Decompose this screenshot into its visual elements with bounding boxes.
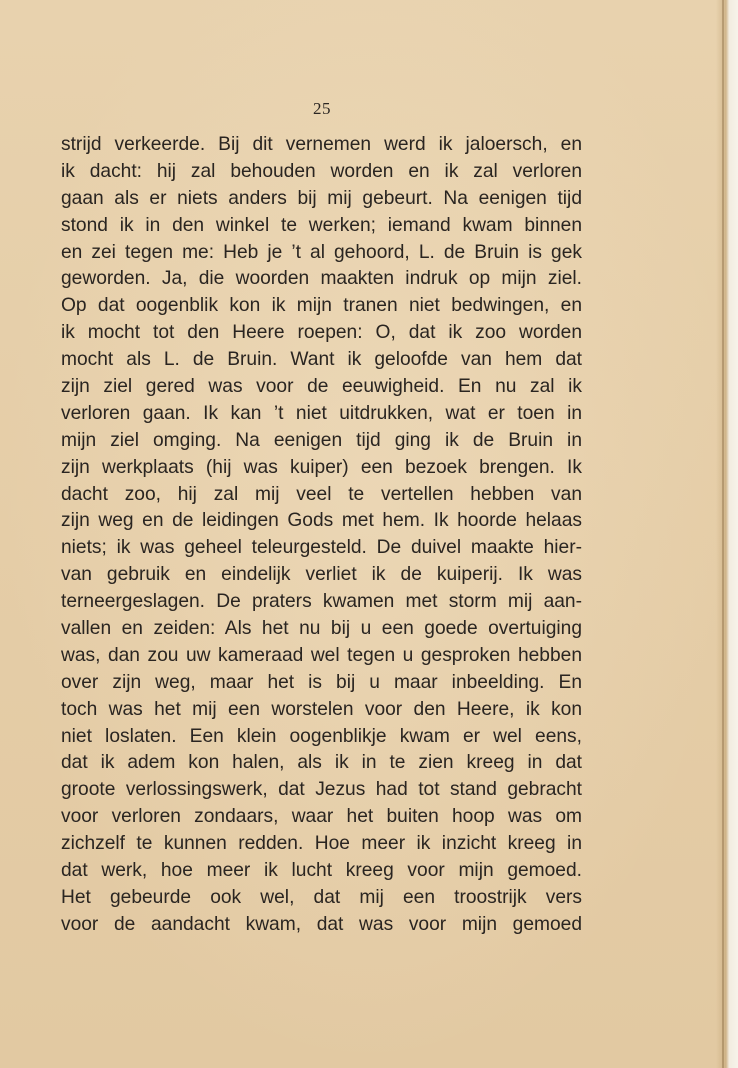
text-line: verloren gaan. Ik kan ’t niet uitdrukken, wat er toen in (61, 402, 582, 424)
text-line: was, dan zou uw kameraad wel tegen u gesproken hebben (61, 644, 582, 666)
text-line: niets; ik was geheel teleurgesteld. De duivel maakte hier- (61, 537, 582, 559)
text-line: voor de aandacht kwam, dat was voor mijn gemoed (61, 913, 582, 935)
page-edge (716, 0, 738, 1068)
text-line: Het gebeurde ook wel, dat mij een troostrijk vers (61, 886, 582, 908)
text-line: dacht zoo, hij zal mij veel te vertellen hebben van (61, 483, 582, 505)
text-line: gaan als er niets anders bij mij gebeurt. Na eenigen tijd (61, 187, 582, 209)
binding-line (722, 0, 724, 1068)
text-line: zijn werkplaats (hij was kuiper) een bezoek brengen. Ik (61, 456, 582, 478)
text-line: niet loslaten. Een klein oogenblikje kwam er wel eens, (61, 725, 582, 747)
text-line: stond ik in den winkel te werken; iemand kwam binnen (61, 214, 582, 236)
text-line: over zijn weg, maar het is bij u maar inbeelding. En (61, 671, 582, 693)
page-number: 25 (313, 99, 331, 118)
text-line: en zei tegen me: Heb je ’t al gehoord, L. de Bruin is gek (61, 241, 582, 263)
text-line: ik dacht: hij zal behouden worden en ik zal verloren (61, 160, 582, 182)
text-line: geworden. Ja, die woorden maakten indruk op mijn ziel. (61, 268, 582, 290)
text-line: dat ik adem kon halen, als ik in te zien kreeg in dat (61, 752, 582, 774)
text-line: zijn weg en de leidingen Gods met hem. Ik hoorde helaas (61, 510, 582, 532)
body-text (61, 132, 582, 939)
text-line: mocht als L. de Bruin. Want ik geloofde van hem dat (61, 349, 582, 371)
text-line: vallen en zeiden: Als het nu bij u een goede overtuiging (61, 618, 582, 640)
text-line: van gebruik en eindelijk verliet ik de kuiperij. Ik was (61, 564, 582, 586)
text-line: zijn ziel gered was voor de eeuwigheid. En nu zal ik (61, 376, 582, 398)
text-line: toch was het mij een worstelen voor den Heere, ik kon (61, 698, 582, 720)
text-line: mijn ziel omging. Na eenigen tijd ging ik de Bruin in (61, 429, 582, 451)
text-line: strijd verkeerde. Bij dit vernemen werd ik jaloersch, en (61, 134, 582, 155)
text-line: voor verloren zondaars, waar het buiten hoop was om (61, 806, 582, 828)
text-line: zichzelf te kunnen redden. Hoe meer ik inzicht kreeg in (61, 833, 582, 855)
text-line: groote verlossingswerk, dat Jezus had tot stand gebracht (61, 779, 582, 801)
text-line: Op dat oogenblik kon ik mijn tranen niet bedwingen, en (61, 295, 582, 317)
text-line: ik mocht tot den Heere roepen: O, dat ik zoo worden (61, 322, 582, 344)
text-line: terneergeslagen. De praters kwamen met storm mij aan- (61, 591, 582, 613)
text-line: dat werk, hoe meer ik lucht kreeg voor mijn gemoed. (61, 860, 582, 882)
